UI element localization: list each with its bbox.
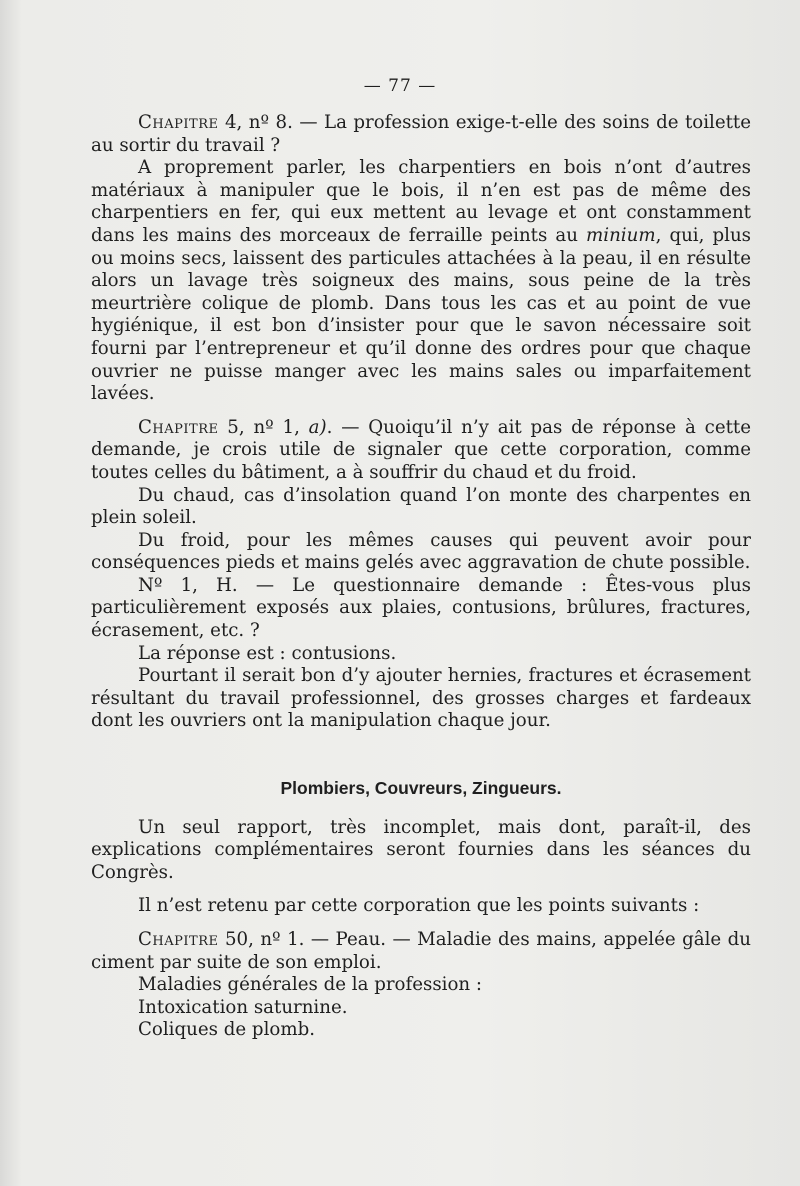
paragraph-text: . — Quoiqu’il n’y ait pas de réponse à cette demande, je crois utile de signaler que cette corporation, comme toutes celles du bâtiment, a à souffrir du chaud et du froid. [91,416,751,483]
page-body [91,112,751,1042]
paragraph-chaud: Du chaud, cas d’insolation quand l’on monte des charpentes en plein soleil. [91,484,751,529]
section-heading: Plombiers, Couvreurs, Zingueurs. [280,778,562,799]
paragraph-pourtant: Pourtant il serait bon d’y ajouter hernies, fractures et écrasement résultant du travail professionnel, des grosses charges et fardeaux dont les ouvriers ont la manipulation chaque jour. [91,665,751,732]
paragraph-charpentiers [91,157,751,406]
list-item: Intoxication saturnine. [138,996,348,1018]
italic-term: a) [308,416,327,438]
paragraph-rapport: Un seul rapport, très incomplet, mais dont, paraît-il, des explications complémentaires seront fournies dans les séances du Congrès. [91,816,751,883]
paragraph-points: Il n’est retenu par cette corporation que les points suivants : [138,895,700,917]
paragraph-chapitre-50 [91,929,751,974]
paragraph-text: 50, nº 1. — Peau. — Maladie des mains, appelée gâle du ciment par suite de son emploi. [91,929,751,973]
list-item: Coliques de plomb. [138,1019,315,1041]
chapter-label: Chapitre [138,416,219,438]
paragraph-questionnaire: Nº 1, H. — Le questionnaire demande : Êtes-vous plus particulièrement exposés aux plaies, contusions, brûlures, fractures, écrasement, etc. ? [91,574,751,642]
paragraph-text: 5, nº 1, [218,416,309,438]
paragraph-text: A proprement parler, les charpentiers en bois n’ont d’autres matériaux à manipuler que le bois, il n’en est pas de même des charpentiers en fer, qui eux mettent au levage et ont constamment dans les mains des morceaux de ferraille peints au [91,157,751,246]
paragraph-reponse: La réponse est : contusions. [138,642,397,664]
page-number: — 77 — [363,76,437,96]
paragraph-text: 4, nº 8. — La profession exige-t-elle des soins de toilette au sortir du travail ? [91,112,751,156]
paragraph-chapitre-4 [91,112,751,157]
chapter-label: Chapitre [138,929,219,950]
list-item: Maladies générales de la profession : [138,974,483,996]
paragraph-froid: Du froid, pour les mêmes causes qui peuvent avoir pour conséquences pieds et mains gelés avec aggravation de chute possible. [91,529,751,574]
paragraph-text: , qui, plus ou moins secs, laissent des particules attachées à la peau, il en résulte alors un lavage très soigneux des mains, sous peine de la très meurtrière colique de plomb. Dans tous les cas et au point de vue hygiénique, il est bon d’insister pour que le savon nécessaire soit fourni par l’entrepreneur et qu’il donne des ordres pour que chaque ouvrier ne puisse manger avec les mains sales ou imparfaitement lavées. [91,224,751,405]
italic-term: minium [586,224,656,246]
paragraph-chapitre-5 [91,417,751,485]
chapter-label: Chapitre [138,112,219,133]
